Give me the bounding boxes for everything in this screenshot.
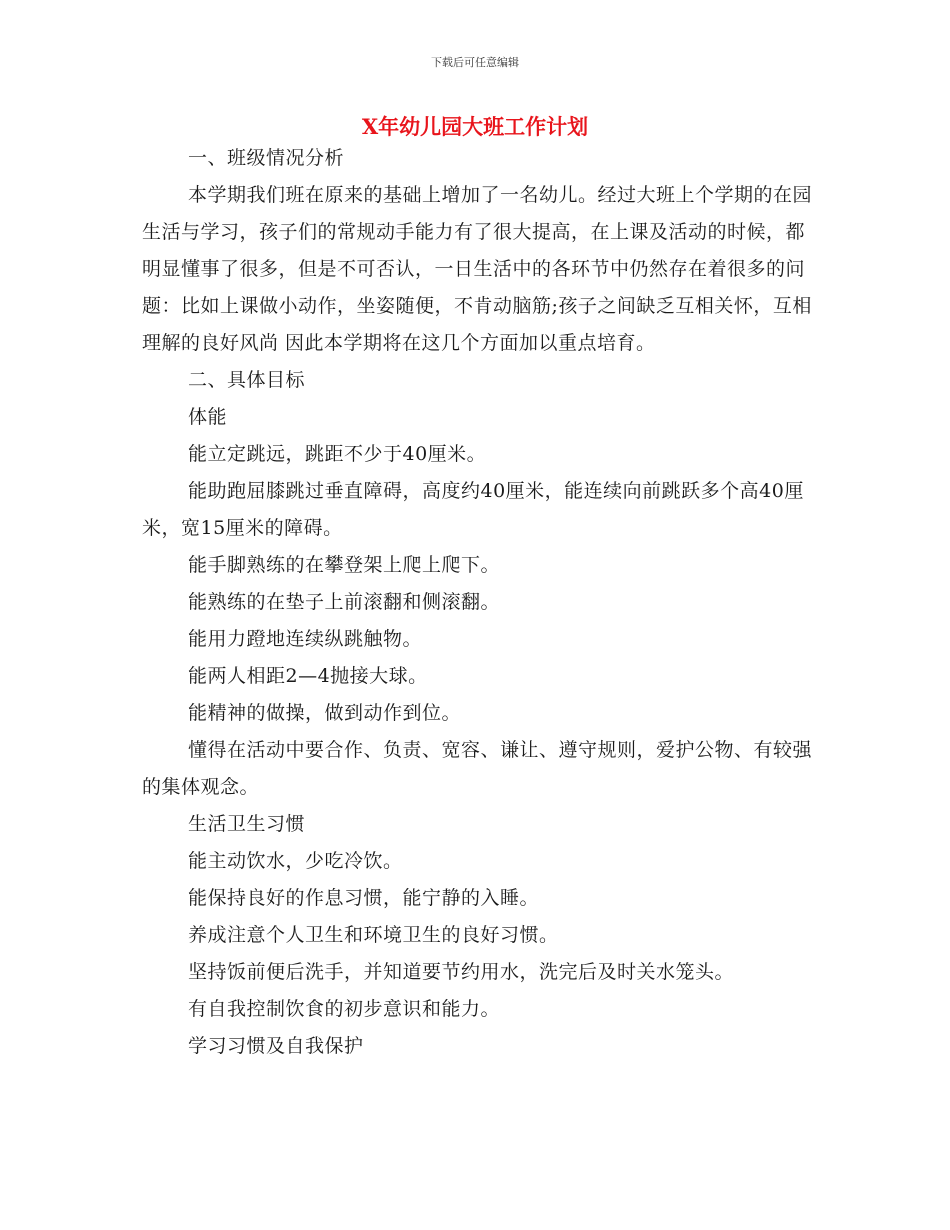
- paragraph: 坚持饭前便后洗手，并知道要节约用水，洗完后及时关水笼头。: [188, 961, 735, 983]
- paragraph: 能用力蹬地连续纵跳触物。: [188, 628, 423, 650]
- paragraph: 能保持良好的作息习惯，能宁静的入睡。: [188, 887, 540, 909]
- paragraph: 能主动饮水，少吃冷饮。: [188, 850, 403, 872]
- paragraph: 能熟练的在垫子上前滚翻和侧滚翻。: [188, 591, 501, 613]
- subsection-heading: 生活卫生习惯: [188, 813, 306, 835]
- paragraph: 能立定跳远，跳距不少于40厘米。: [188, 443, 487, 465]
- paragraph: 能助跑屈膝跳过垂直障碍，高度约40厘米，能连续向前跳跃多个高40厘米，宽15厘米的障碍。: [142, 480, 804, 539]
- section-heading: 二、具体目标: [188, 369, 306, 391]
- paragraph: 能两人相距2—4抛接大球。: [188, 665, 428, 687]
- document-title: X年幼儿园大班工作计划: [361, 114, 589, 139]
- subsection-heading: 学习习惯及自我保护: [188, 1035, 364, 1057]
- paragraph: 本学期我们班在原来的基础上增加了一名幼儿。经过大班上个学期的在园生活与学习，孩子们的常规动手能力有了很大提高，在上课及活动的时候，都明显懂事了很多，但是不可否认，一日生活中的各环节中仍然存在着很多的问题：比如上课做小动作，坐姿随便，不肯动脑筋;孩子之间缺乏互相关怀，互相理解的良好风尚 因此本学期将在这几个方面加以重点培育。: [142, 184, 813, 354]
- paragraph: 有自我控制饮食的初步意识和能力。: [188, 998, 501, 1020]
- paragraph: 能精神的做操，做到动作到位。: [188, 702, 462, 724]
- paragraph: 能手脚熟练的在攀登架上爬上爬下。: [188, 554, 501, 576]
- header-note: 下载后可任意编辑: [431, 56, 519, 69]
- subsection-heading: 体能: [188, 406, 228, 428]
- section-heading: 一、班级情况分析: [188, 147, 345, 169]
- document-body: [142, 140, 822, 1065]
- paragraph: 懂得在活动中要合作、负责、宽容、谦让、遵守规则，爱护公物、有较强的集体观念。: [142, 739, 813, 798]
- paragraph: 养成注意个人卫生和环境卫生的良好习惯。: [188, 924, 559, 946]
